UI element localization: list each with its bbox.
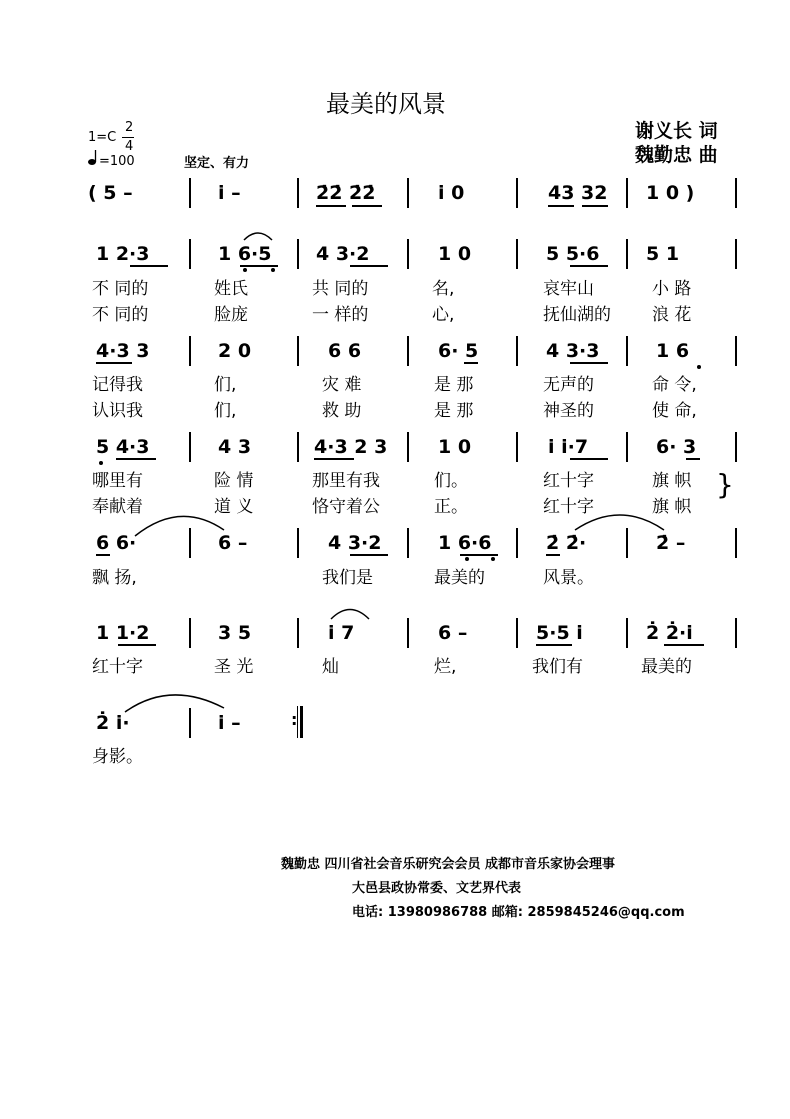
slur — [575, 515, 664, 530]
composer-info-line1: 魏勤忠 四川省社会音乐研究会会员 成都市音乐家协会理事 — [281, 857, 616, 872]
measure: 6 – — [438, 622, 468, 644]
lyric: 旗 帜 — [652, 497, 692, 517]
lyric: 是 那 — [434, 375, 474, 395]
lyric: 灿 — [322, 657, 339, 677]
measure: 5 5·6 — [546, 243, 600, 265]
lyric: 救 助 — [322, 401, 362, 421]
lyricist-credit: 谢义长 词 — [635, 120, 718, 142]
measure: 5·5 i — [536, 622, 583, 644]
measure: 2̇ – — [656, 532, 686, 554]
song-title: 最美的风景 — [326, 90, 446, 118]
measure: 4 3·3 — [546, 340, 600, 362]
measure: i 0 — [438, 182, 465, 204]
measure: 1 0 ) — [646, 182, 695, 204]
measure: 4 3·2 — [316, 243, 370, 265]
lyric: 名, — [432, 279, 455, 299]
lyric: 正。 — [434, 497, 468, 517]
lyric: 我们有 — [532, 657, 583, 677]
lyric: 灾 难 — [322, 375, 362, 395]
measure: 4 3 — [218, 436, 252, 458]
lyric: 一 样的 — [312, 305, 369, 325]
composer-contact: 电话: 13980986788 邮箱: 2859845246@qq.com — [352, 905, 685, 920]
lyric: 红十字 — [92, 657, 143, 677]
lyric: 脸庞 — [214, 305, 248, 325]
lyric: 姓氏 — [214, 279, 248, 299]
lyric: 旗 帜 — [652, 471, 692, 491]
lyric: 使 命, — [652, 401, 697, 421]
lyric: 圣 光 — [214, 657, 254, 677]
lyric: 哀牢山 — [543, 279, 594, 299]
measure: i – — [218, 182, 241, 204]
lyric: 共 同的 — [312, 279, 369, 299]
lyric: 险 情 — [214, 471, 254, 491]
slur — [244, 233, 272, 240]
repeat-dots: : — [291, 710, 298, 729]
lyric: 红十字 — [543, 471, 594, 491]
measure: 2̇ 2̇· — [546, 532, 587, 554]
lyric: 不 同的 — [92, 305, 149, 325]
lyric: 我们是 — [322, 568, 373, 588]
measure: 2̇ i· — [96, 712, 130, 734]
tempo-mark: =100 — [99, 154, 135, 169]
lyric: 风景。 — [543, 568, 594, 588]
measure: 1 6·5 — [218, 243, 272, 265]
measure: 1 0 — [438, 243, 472, 265]
lyric: 们, — [214, 375, 237, 395]
lyric: 哪里有 — [92, 471, 143, 491]
measure: 6 6· — [96, 532, 137, 554]
lyric: 抚仙湖的 — [543, 305, 611, 325]
expression-mark: 坚定、有力 — [184, 156, 250, 171]
measure: 1 0 — [438, 436, 472, 458]
time-signature-top: 2 — [125, 120, 134, 135]
lyric: 道 义 — [214, 497, 254, 517]
lyric: 们, — [214, 401, 237, 421]
lyric: 红十字 — [543, 497, 594, 517]
measure: 4 3·2 — [328, 532, 382, 554]
measure: 4·3 2 3 — [314, 436, 388, 458]
composer-credit: 魏勤忠 曲 — [635, 144, 718, 166]
measure: 6 6 — [328, 340, 362, 362]
lyric: 浪 花 — [652, 305, 692, 325]
lyric: 无声的 — [543, 375, 594, 395]
measure: 3 5 — [218, 622, 252, 644]
measure: 6 – — [218, 532, 248, 554]
measure: ( 5 – — [88, 182, 133, 204]
measure: 4·3 3 — [96, 340, 150, 362]
measure: i 7 — [328, 622, 355, 644]
lyric: 身影。 — [92, 747, 143, 767]
lyric: 记得我 — [92, 375, 143, 395]
key-signature: 1=C — [88, 130, 117, 145]
lyric: 最美的 — [641, 657, 692, 677]
lyric: 命 令, — [652, 375, 697, 395]
slur — [331, 610, 369, 620]
composer-info-line2: 大邑县政协常委、文艺界代表 — [352, 881, 522, 896]
lyric: 神圣的 — [543, 401, 594, 421]
measure: 6· 5 — [438, 340, 479, 362]
lyric: 小 路 — [652, 279, 692, 299]
measure: 6· 3 — [656, 436, 697, 458]
measure: 2̇2̇ 2̇2̇ — [316, 182, 376, 204]
lyric: 那里有我 — [312, 471, 380, 491]
measure: 1 6·6 — [438, 532, 492, 554]
measure: 1 6 — [656, 340, 690, 362]
measure: 2 0 — [218, 340, 252, 362]
slur — [135, 516, 224, 536]
lyric: 不 同的 — [92, 279, 149, 299]
verse-brace: } — [716, 468, 734, 501]
measure: 1 1·2 — [96, 622, 150, 644]
lyric: 飘 扬, — [92, 568, 137, 588]
slur — [125, 695, 224, 712]
measure: 2̇ 2̇·i — [646, 622, 693, 644]
lyric: 烂, — [434, 657, 457, 677]
lyric: 认识我 — [92, 401, 143, 421]
lyric: 是 那 — [434, 401, 474, 421]
lyric: 心, — [432, 305, 455, 325]
lyric: 们。 — [434, 471, 468, 491]
time-signature-bottom: 4 — [125, 139, 134, 154]
measure: 43 32 — [548, 182, 608, 204]
lyric: 奉献着 — [92, 497, 143, 517]
measure: i i·7 — [548, 436, 589, 458]
measure: 5 1 — [646, 243, 680, 265]
lyric: 最美的 — [434, 568, 485, 588]
lyric: 恪守着公 — [312, 497, 380, 517]
measure: 5 4·3 — [96, 436, 150, 458]
measure: 1 2·3 — [96, 243, 150, 265]
measure: i – — [218, 712, 241, 734]
